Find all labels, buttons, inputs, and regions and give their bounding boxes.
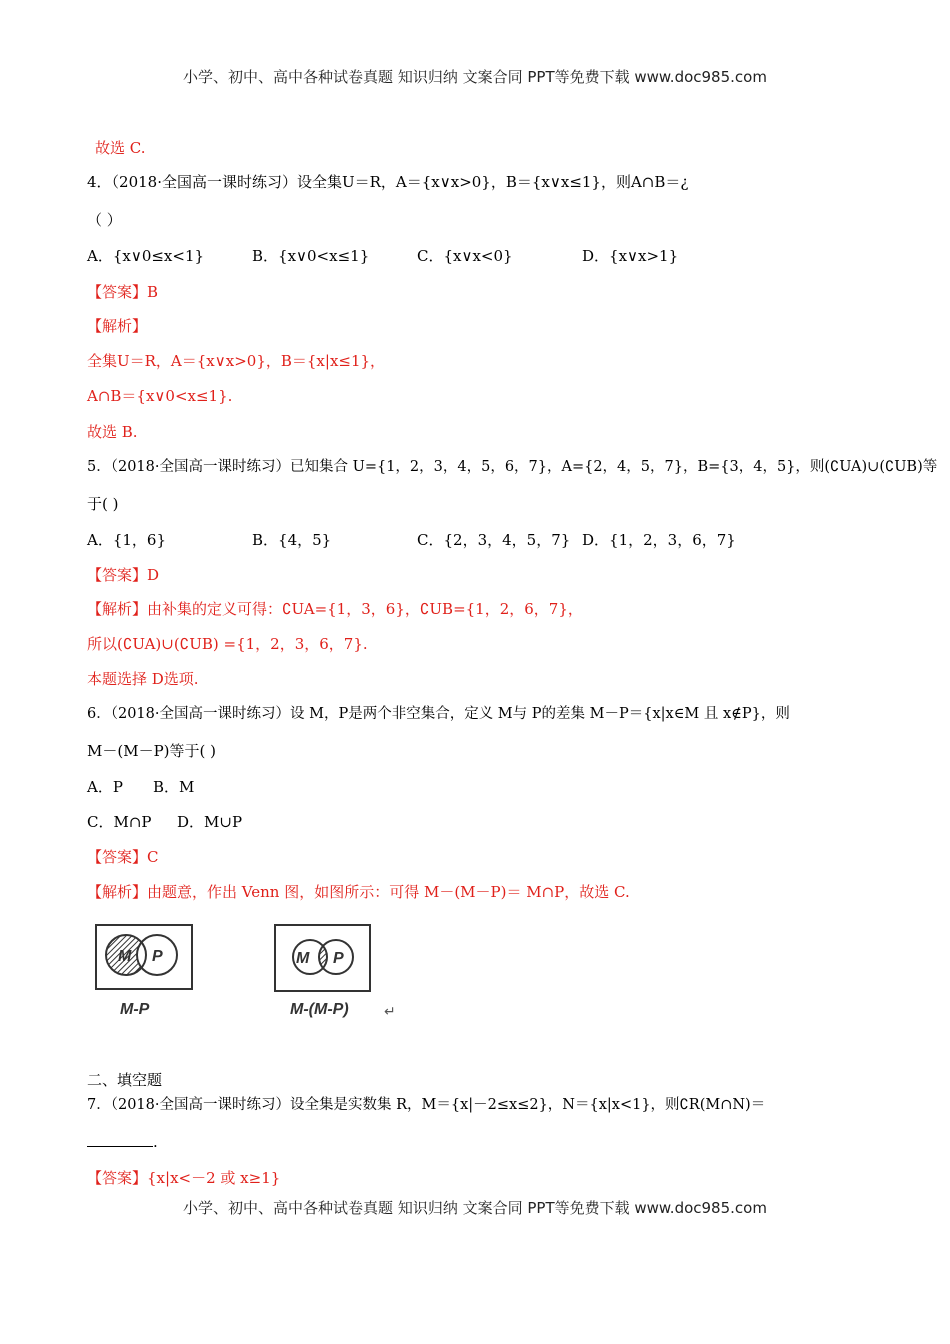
q6-analysis: [87, 882, 630, 902]
q6-option-c: C．M∩P: [87, 813, 152, 831]
q5-conclusion: 本题选择 D选项.: [87, 670, 199, 688]
q5-stem-2: 于( ): [87, 495, 119, 513]
q7-stem: 7．（2018·全国高一课时练习）设全集是实数集 R，M＝{x|－2≤x≤2}，N＝{x|x<1}，则∁R(M∩N)＝: [87, 1097, 766, 1113]
q6-stem: 6．（2018·全国高一课时练习）设 M，P是两个非空集合，定义 M与 P的差集 M－P＝{x|x∈M 且 x∉P}，则: [87, 706, 790, 722]
section-title: 二、填空题: [87, 1071, 163, 1089]
analysis-text: 由题意，作出 Venn 图，如图所示：可得 M－(M－P)＝ M∩P，故选 C.: [147, 883, 630, 901]
q5-stem: 5．（2018·全国高一课时练习）已知集合 U={1，2，3，4，5，6，7}，A={2，4，5，7}，B={3，4，5}，则(∁UA)∪(∁UB)等: [87, 459, 938, 475]
q4-answer: [87, 282, 158, 302]
label-m: M: [296, 950, 310, 967]
q5-answer: [87, 565, 159, 585]
q5-analysis-1: [87, 599, 583, 619]
answer-value: D: [147, 566, 160, 584]
analysis-text: 由补集的定义可得：∁UA={1，3，6}，∁UB={1，2，6，7}，: [147, 600, 583, 618]
q7-blank-line: [87, 1132, 158, 1152]
answer-tag: 【答案】: [87, 566, 148, 584]
q5-option-c: C．{2，3，4，5，7}: [417, 531, 571, 549]
q5-option-b: B．{4，5}: [252, 531, 332, 549]
label-p: P: [333, 950, 344, 967]
answer-value: {x|x<－2 或 x≥1}: [147, 1169, 281, 1187]
q4-analysis-1: 全集U＝R，A＝{x∨x>0}，B＝{x|x≤1}，: [87, 352, 386, 370]
q4-option-a: A．{x∨0≤x<1}: [87, 247, 205, 265]
q4-analysis-tag: 【解析】: [87, 317, 148, 335]
q5-option-d: D．{1，2，3，6，7}: [582, 531, 736, 549]
q6-option-a: A．P: [87, 778, 123, 796]
answer-tag: 【答案】: [87, 1169, 148, 1187]
q4-conclusion: 故选 B.: [87, 423, 138, 441]
label-p: P: [152, 948, 163, 965]
q7-tail: .: [153, 1133, 158, 1151]
answer-tag: 【答案】: [87, 283, 148, 301]
answer-value: B: [147, 283, 159, 301]
q6-option-b: B．M: [153, 778, 195, 796]
label-m: M: [118, 948, 132, 965]
caption: M-(M-P): [290, 1001, 349, 1018]
q4-option-c: C．{x∨x<0}: [417, 247, 513, 265]
analysis-tag: 【解析】: [87, 883, 148, 901]
page-footer: 小学、初中、高中各种试卷真题 知识归纳 文案合同 PPT等免费下载 www.doc985.com: [183, 1199, 767, 1217]
answer-tag: 【答案】: [87, 848, 148, 866]
answer-value: C: [147, 848, 159, 866]
q4-analysis-2: A∩B＝{x∨0<x≤1}.: [87, 387, 233, 405]
q6-answer: [87, 847, 159, 867]
q4-option-b: B．{x∨0<x≤1}: [252, 247, 370, 265]
q4-stem: 4．（2018·全国高一课时练习）设全集U＝R，A＝{x∨x>0}，B＝{x∨x≤1}，则A∩B＝¿: [87, 173, 689, 191]
q5-analysis-2: 所以(∁UA)∪(∁UB) ={1，2，3，6，7}.: [87, 635, 368, 653]
venn-diagram-m-minus-m-minus-p: [272, 922, 407, 1022]
q5-option-a: A．{1，6}: [87, 531, 167, 549]
return-mark: ↵: [384, 1004, 396, 1020]
q7-answer: [87, 1168, 280, 1188]
prev-conclusion: 故选 C.: [95, 139, 146, 157]
caption: M-P: [120, 1001, 150, 1018]
q4-paren: （ ）: [87, 211, 122, 229]
q6-option-d: D．M∪P: [177, 813, 243, 831]
q6-stem-2: M－(M－P)等于( ): [87, 742, 216, 760]
q4-option-d: D．{x∨x>1}: [582, 247, 679, 265]
venn-diagram-m-minus-p: [94, 922, 198, 1022]
answer-blank: [87, 1132, 153, 1147]
analysis-tag: 【解析】: [87, 600, 148, 618]
page-header: 小学、初中、高中各种试卷真题 知识归纳 文案合同 PPT等免费下载 www.doc985.com: [183, 68, 767, 86]
